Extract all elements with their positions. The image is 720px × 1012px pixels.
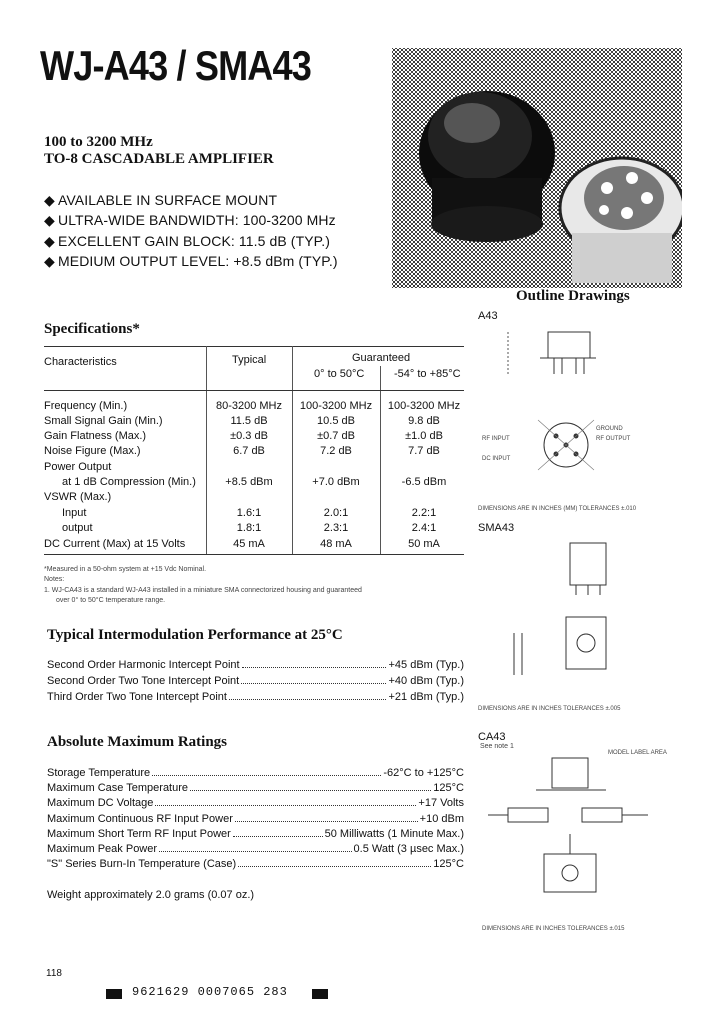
- leader-value: +40 dBm (Typ.): [388, 675, 464, 687]
- spec-row-label: Frequency (Min.): [44, 400, 128, 412]
- sma43-label: SMA43: [478, 522, 515, 534]
- barcode-text: 9621629 0007065 283: [132, 985, 288, 999]
- specifications-heading: Specifications*: [44, 321, 140, 337]
- leader-dots: [155, 805, 416, 806]
- leader-dots: [235, 821, 418, 822]
- spec-row-typical: 45 mA: [233, 538, 265, 550]
- leader-label: Second Order Two Tone Intercept Point: [47, 675, 240, 687]
- intermod-heading: Typical Intermodulation Performance at 25°C: [47, 627, 343, 643]
- leader-row: [47, 797, 464, 809]
- spec-row-typical: 11.5 dB: [230, 415, 268, 427]
- spec-row-typical: ±0.3 dB: [230, 430, 268, 442]
- spec-row-guaranteed-1: 100-3200 MHz: [299, 400, 373, 412]
- ratings-heading: Absolute Maximum Ratings: [47, 734, 228, 750]
- product-type: TO-8 CASCADABLE AMPLIFIER: [44, 151, 274, 167]
- spec-row-guaranteed-2: 2.2:1: [411, 507, 437, 519]
- leader-label: Maximum DC Voltage: [47, 797, 154, 810]
- leader-label: "S" Series Burn-In Temperature (Case): [47, 858, 237, 871]
- diamond-bullet-icon: ◆: [44, 212, 55, 228]
- barcode-block-left: [106, 989, 122, 999]
- spec-row-guaranteed-2: -6.5 dBm: [401, 476, 447, 488]
- to8-package-image: [392, 48, 682, 288]
- leader-dots: [190, 790, 431, 791]
- feature-item: ◆ MEDIUM OUTPUT LEVEL: +8.5 dBm (TYP.): [44, 253, 338, 269]
- spec-row-typical: 6.7 dB: [233, 445, 265, 457]
- page-title: WJ-A43 / SMA43: [40, 42, 311, 89]
- spec-row-label: Gain Flatness (Max.): [44, 430, 147, 442]
- spec-row-guaranteed-2: 2.4:1: [411, 522, 437, 534]
- table-top-rule: [44, 346, 464, 347]
- leader-value: 125°C: [433, 858, 464, 871]
- spec-row-guaranteed-1: ±0.7 dB: [317, 430, 355, 442]
- diamond-bullet-icon: ◆: [44, 233, 55, 249]
- footnote: *Measured in a 50-ohm system at +15 Vdc Nominal.: [44, 566, 207, 573]
- leader-row: [47, 767, 464, 779]
- leader-label: Maximum Peak Power: [47, 843, 158, 855]
- leader-dots: [242, 667, 387, 668]
- leader-value: +10 dBm: [419, 812, 464, 825]
- leader-dots: [152, 775, 381, 776]
- col-header-characteristics: Characteristics: [44, 356, 117, 368]
- spec-row-typical: 80-3200 MHz: [215, 400, 283, 412]
- spec-row-guaranteed-2: 9.8 dB: [408, 415, 440, 427]
- leader-label: Storage Temperature: [47, 767, 151, 779]
- a43-label: A43: [478, 310, 498, 322]
- feature-item: ◆ AVAILABLE IN SURFACE MOUNT: [44, 192, 278, 208]
- leader-value: -62°C to +125°C: [383, 767, 464, 779]
- svg-text:DIMENSIONS ARE IN INCHES (MM): DIMENSIONS ARE IN INCHES (MM) TOLERANCES ±.010: [478, 506, 637, 512]
- spec-row-guaranteed-1: 7.2 dB: [320, 445, 352, 457]
- svg-text:DC INPUT: DC INPUT: [482, 456, 511, 462]
- leader-label: Third Order Two Tone Intercept Point: [47, 691, 227, 703]
- table-header-rule: [44, 390, 464, 391]
- spec-row-guaranteed-1: 10.5 dB: [317, 415, 355, 427]
- spec-row-label: Noise Figure (Max.): [44, 445, 141, 457]
- svg-text:GROUND: GROUND: [596, 426, 623, 432]
- weight-text: Weight approximately 2.0 grams (0.07 oz.): [47, 889, 255, 901]
- svg-text:RF OUTPUT: RF OUTPUT: [596, 436, 631, 442]
- leader-dots: [229, 699, 387, 700]
- svg-text:MODEL LABEL AREA: MODEL LABEL AREA: [608, 750, 667, 756]
- leader-label: Second Order Harmonic Intercept Point: [47, 659, 240, 671]
- leader-value: 0.5 Watt (3 µsec Max.): [353, 843, 464, 855]
- spec-row-label: Input: [62, 507, 87, 519]
- spec-row-label: Small Signal Gain (Min.): [44, 415, 163, 427]
- feature-item: ◆ EXCELLENT GAIN BLOCK: 11.5 dB (TYP.): [44, 233, 331, 249]
- spec-row-typical: +8.5 dBm: [225, 476, 273, 488]
- feature-item: ◆ ULTRA-WIDE BANDWIDTH: 100-3200 MHz: [44, 212, 336, 228]
- sma43-outline-drawing: [478, 525, 638, 725]
- leader-row: [47, 691, 464, 703]
- product-photo: [392, 48, 682, 288]
- col-header-typical: Typical: [232, 354, 267, 366]
- spec-row-label: VSWR (Max.): [44, 491, 112, 503]
- ca43-label: CA43: [478, 731, 506, 743]
- spec-row-label: at 1 dB Compression (Min.): [62, 476, 196, 488]
- leader-row: [47, 659, 464, 671]
- barcode-block-right: [312, 989, 328, 999]
- leader-dots: [241, 683, 386, 684]
- svg-text:DIMENSIONS ARE IN INCHES TOLER: DIMENSIONS ARE IN INCHES TOLERANCES ±.015: [482, 926, 625, 932]
- frequency-range: 100 to 3200 MHz: [44, 134, 153, 150]
- leader-value: +17 Volts: [418, 797, 464, 810]
- leader-value: 50 Milliwatts (1 Minute Max.): [324, 827, 464, 840]
- ca43-see-note: See note 1: [480, 743, 514, 750]
- leader-dots: [233, 836, 323, 837]
- page-number: 118: [46, 968, 62, 979]
- leader-row: [47, 828, 464, 840]
- spec-row-typical: 1.8:1: [236, 522, 262, 534]
- col-header-range1: 0° to 50°C: [314, 368, 365, 380]
- spec-row-guaranteed-1: 2.0:1: [323, 507, 349, 519]
- col-header-guaranteed: Guaranteed: [352, 352, 411, 364]
- ca43-outline-drawing: [478, 730, 668, 940]
- svg-text:RF INPUT: RF INPUT: [482, 436, 510, 442]
- spec-row-guaranteed-1: +7.0 dBm: [312, 476, 360, 488]
- spec-row-guaranteed-1: 2.3:1: [323, 522, 349, 534]
- table-bottom-rule: [44, 554, 464, 555]
- leader-dots: [238, 866, 431, 867]
- diamond-bullet-icon: ◆: [44, 192, 55, 208]
- diamond-bullet-icon: ◆: [44, 253, 55, 269]
- leader-label: Maximum Short Term RF Input Power: [47, 827, 231, 840]
- svg-text:DIMENSIONS ARE IN INCHES TOLER: DIMENSIONS ARE IN INCHES TOLERANCES ±.005: [478, 706, 621, 712]
- leader-value: 125°C: [433, 782, 464, 795]
- leader-value: +21 dBm (Typ.): [388, 691, 464, 703]
- notes-label: Notes:: [44, 576, 65, 583]
- note-1-cont: over 0° to 50°C temperature range.: [56, 597, 166, 604]
- spec-row-label: Power Output: [44, 461, 112, 473]
- spec-row-guaranteed-2: 100-3200 MHz: [387, 400, 461, 412]
- spec-row-guaranteed-2: 7.7 dB: [408, 445, 440, 457]
- leader-row: [47, 843, 464, 855]
- leader-row: [47, 675, 464, 687]
- a43-outline-drawing: [478, 310, 638, 520]
- spec-row-typical: 1.6:1: [236, 507, 262, 519]
- spec-row-label: DC Current (Max) at 15 Volts: [44, 538, 186, 550]
- leader-dots: [159, 851, 351, 852]
- leader-value: +45 dBm (Typ.): [388, 659, 464, 671]
- leader-label: Maximum Continuous RF Input Power: [47, 812, 233, 825]
- leader-label: Maximum Case Temperature: [47, 782, 189, 795]
- note-1: 1. WJ-CA43 is a standard WJ-A43 installed in a miniature SMA connectorized housing and guaranteed: [44, 587, 362, 594]
- spec-row-guaranteed-2: ±1.0 dB: [405, 430, 443, 442]
- spec-row-label: output: [62, 522, 93, 534]
- leader-row: [47, 782, 464, 794]
- spec-row-guaranteed-2: 50 mA: [408, 538, 440, 550]
- leader-row: [47, 858, 464, 870]
- col-header-range2: -54° to +85°C: [394, 368, 461, 380]
- outline-heading: Outline Drawings: [516, 288, 630, 304]
- leader-row: [47, 813, 464, 825]
- spec-row-guaranteed-1: 48 mA: [320, 538, 352, 550]
